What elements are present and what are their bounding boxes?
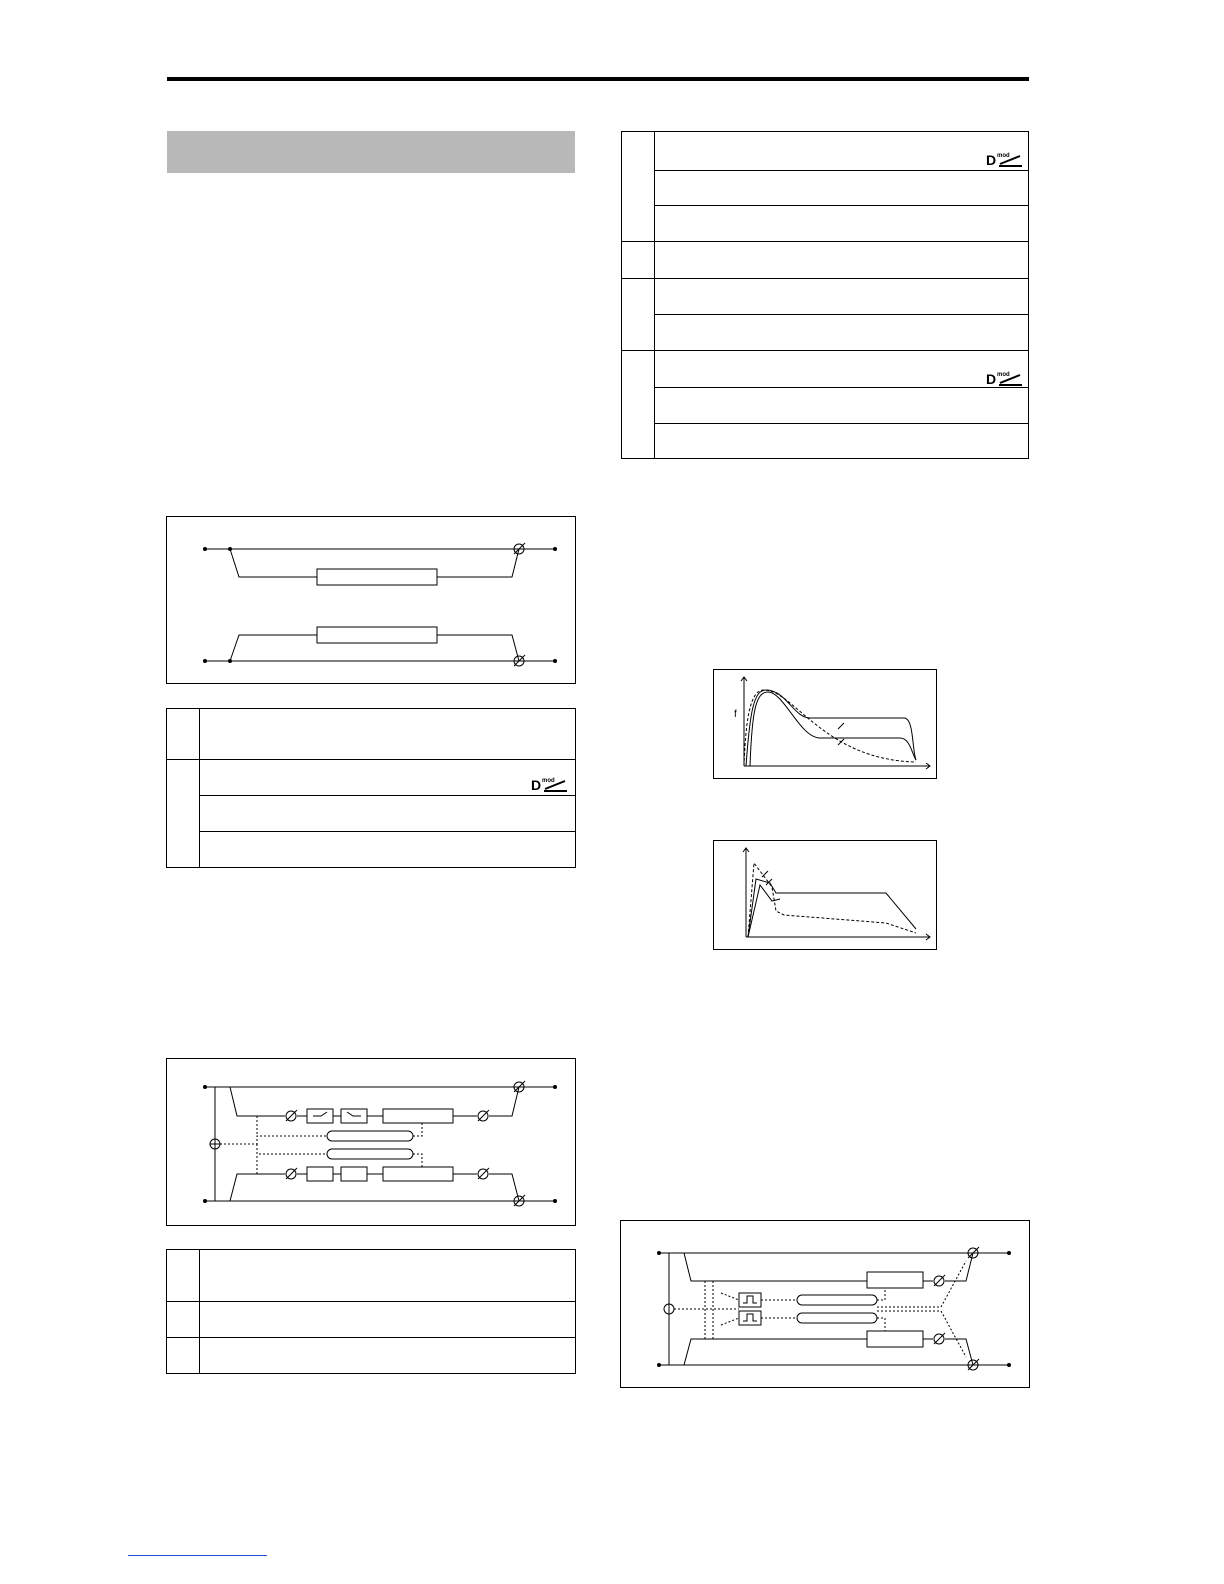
footer-link-underline <box>128 1555 267 1556</box>
parameter-table-1 <box>166 708 576 868</box>
table-row-divider <box>167 759 575 760</box>
table-row-divider <box>654 314 1028 315</box>
table-row-divider <box>199 795 575 796</box>
envelope-graph-1 <box>713 669 937 779</box>
table-row-divider <box>654 205 1028 206</box>
table-column-divider <box>654 132 655 458</box>
svg-text:D: D <box>986 371 997 387</box>
parameter-table-3 <box>621 131 1029 459</box>
envelope-graph-2 <box>713 840 937 950</box>
dmod-icon <box>531 775 571 793</box>
svg-text:mod: mod <box>542 778 555 784</box>
effect-block-diagram-3 <box>620 1220 1030 1388</box>
table-column-divider <box>199 1250 200 1373</box>
section-title-band <box>167 131 575 173</box>
svg-text:D: D <box>986 152 997 168</box>
svg-text:D: D <box>531 777 542 793</box>
table-row-divider <box>654 170 1028 171</box>
table-row-divider <box>199 831 575 832</box>
table-row-divider <box>622 350 1028 351</box>
table-row-divider <box>167 1337 575 1338</box>
table-row-divider <box>654 423 1028 424</box>
dmod-icon <box>986 150 1026 168</box>
parameter-table-2 <box>166 1249 576 1374</box>
table-column-divider <box>199 709 200 867</box>
effect-block-diagram-2 <box>166 1058 576 1226</box>
table-row-divider <box>622 278 1028 279</box>
dmod-icon <box>986 369 1026 387</box>
svg-text:f: f <box>734 709 737 720</box>
effect-block-diagram-1 <box>166 516 576 684</box>
table-row-divider <box>654 387 1028 388</box>
table-row-divider <box>622 241 1028 242</box>
header-rule <box>167 77 1029 81</box>
table-row-divider <box>167 1301 575 1302</box>
svg-text:mod: mod <box>997 372 1010 378</box>
svg-text:mod: mod <box>997 153 1010 159</box>
